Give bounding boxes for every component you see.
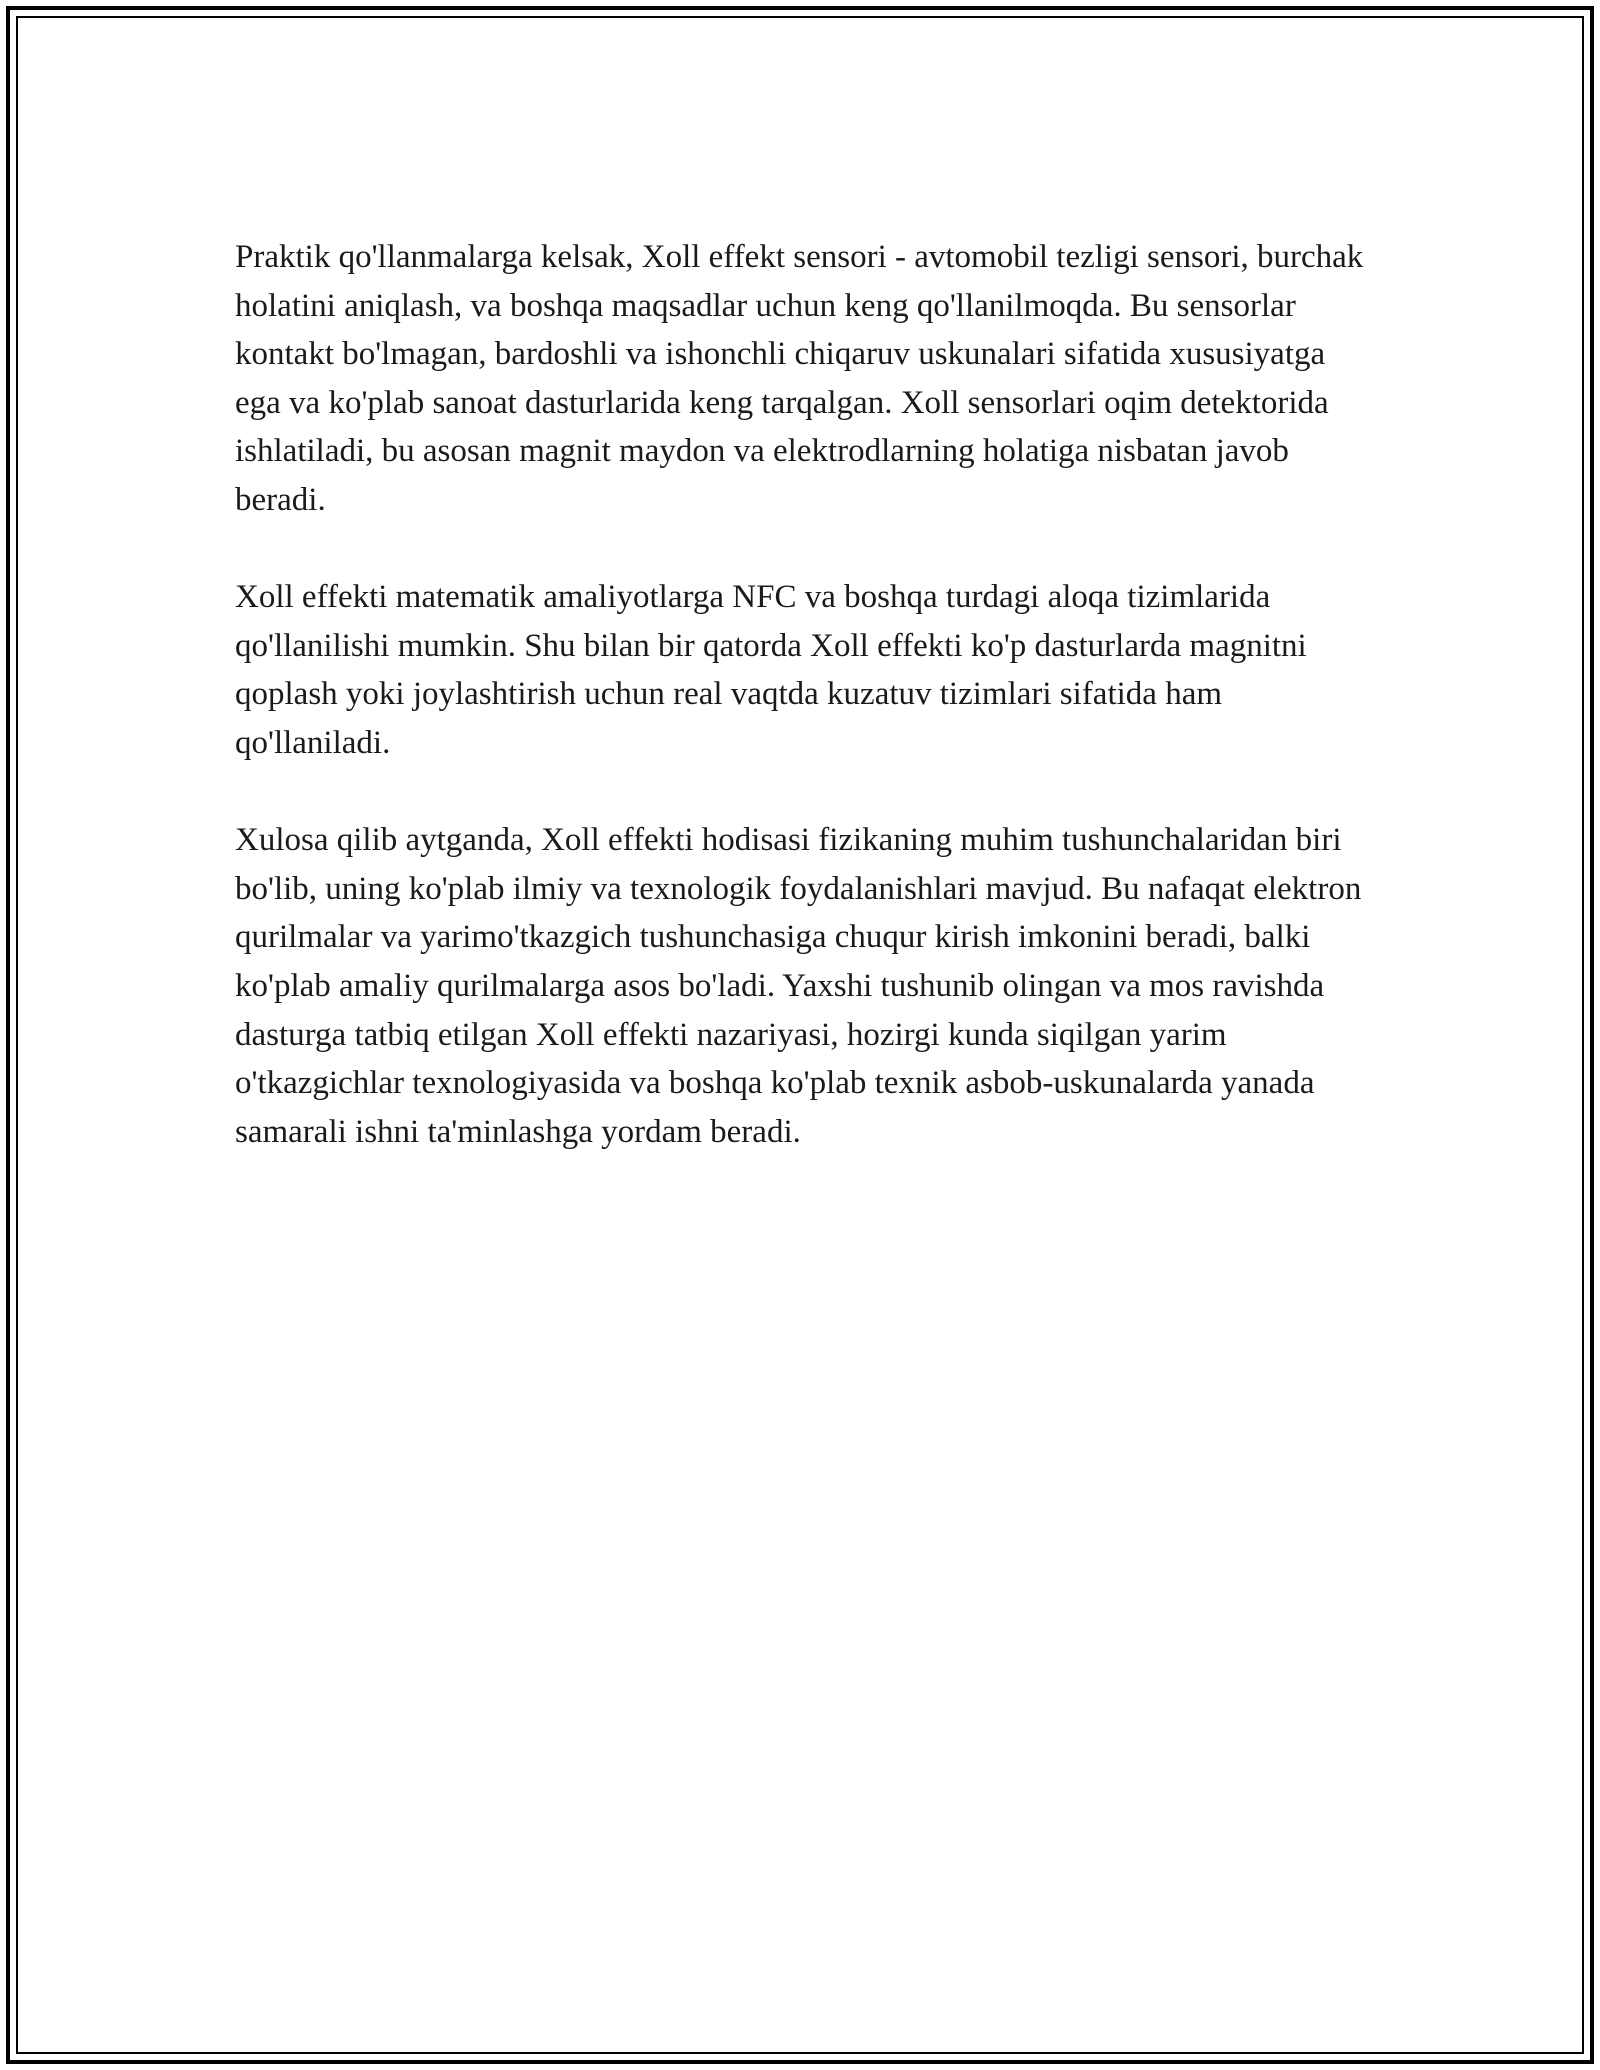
- document-body: [235, 233, 1365, 1205]
- paragraph-communication-systems: Xoll effekti matematik amaliyotlarga NFC va boshqa turdagi aloqa tizimlarida qo'llanilishi mumkin. Shu bilan bir qatorda Xoll effekti ko'p dasturlarda magnitni qoplash yoki joylashtirish uchun real vaqtda kuzatuv tizimlari sifatida ham qo'llaniladi.: [235, 579, 1307, 761]
- paragraph-conclusion: Xulosa qilib aytganda, Xoll effekti hodisasi fizikaning muhim tushunchalaridan biri bo'lib, uning ko'plab ilmiy va texnologik foydalanishlari mavjud. Bu nafaqat elektron qurilmalar va yarimo'tkazgich tushunchasiga chuqur kirish imkonini beradi, balki ko'plab amaliy qurilmalarga asos bo'ladi. Yaxshi tushunib olingan va mos ravishda dasturga tatbiq etilgan Xoll effekti nazariyasi, hozirgi kunda siqilgan yarim o'tkazgichlar texnologiyasida va boshqa ko'plab texnik asbob-uskunalarda yanada samarali ishni ta'minlashga yordam beradi.: [235, 822, 1362, 1150]
- paragraph-practical-applications: Praktik qo'llanmalarga kelsak, Xoll effekt sensori - avtomobil tezligi sensori, burchak holatini aniqlash, va boshqa maqsadlar uchun keng qo'llanilmoqda. Bu sensorlar kontakt bo'lmagan, bardoshli va ishonchli chiqaruv uskunalari sifatida xususiyatga ega va ko'plab sanoat dasturlarida keng tarqalgan. Xoll sensorlari oqim detektorida ishlatiladi, bu asosan magnit maydon va elektrodlarning holatiga nisbatan javob beradi.: [235, 239, 1364, 518]
